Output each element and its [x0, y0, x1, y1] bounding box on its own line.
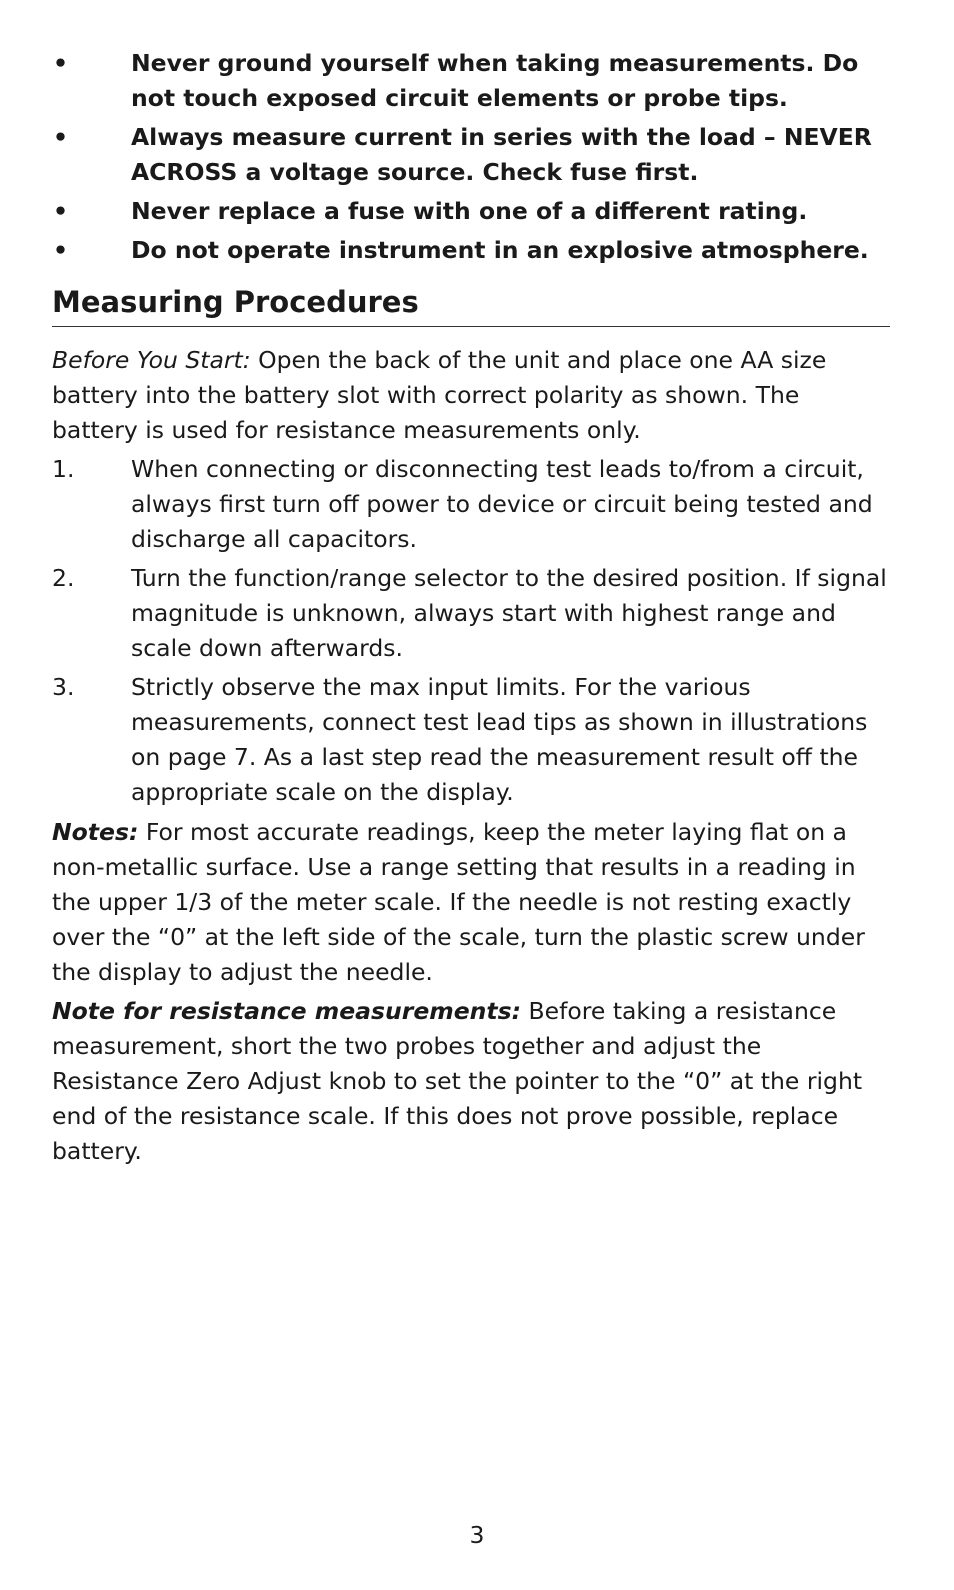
- warning-text: Do not operate instrument in an explosive atmosphere.: [131, 236, 869, 264]
- warning-text: Never replace a fuse with one of a different rating.: [131, 197, 808, 225]
- warning-item: [52, 233, 890, 268]
- warning-item: [52, 194, 890, 229]
- procedure-step: [52, 670, 890, 810]
- procedure-step: [52, 561, 890, 666]
- warning-item: [52, 46, 890, 116]
- safety-warnings-list: [52, 46, 890, 268]
- step-number: 3.: [52, 673, 75, 701]
- warning-text: Always measure current in series with the load – NEVER ACROSS a voltage source. Check fuse first.: [131, 123, 872, 186]
- step-number: 2.: [52, 564, 75, 592]
- step-number: 1.: [52, 455, 75, 483]
- bullet-mark: •: [53, 236, 69, 264]
- before-you-start-label: Before You Start:: [52, 346, 251, 374]
- bullet-mark: •: [53, 197, 69, 225]
- step-text: Strictly observe the max input limits. For the various measurements, connect test lead tips as shown in illustrations on page 7. As a last step read the measurement result off the appropriate scale on the display.: [131, 673, 868, 806]
- procedure-steps-list: [52, 452, 890, 810]
- notes-text: For most accurate readings, keep the meter laying flat on a non-metallic surface. Use a range setting that results in a reading in the upper 1/3 of the meter scale. If the needle is not resting exactly over the “0” at the left side of the scale, turn the plastic screw under the display to adjust the needle.: [52, 818, 865, 986]
- notes-paragraph: [52, 815, 890, 990]
- before-you-start-text: Open the back of the unit and place one AA size battery into the battery slot with correct polarity as shown. The battery is used for resistance measurements only.: [52, 346, 827, 444]
- resistance-note-label: Note for resistance measurements:: [52, 997, 522, 1025]
- bullet-mark: •: [53, 49, 69, 77]
- warning-text: Never ground yourself when taking measurements. Do not touch exposed circuit elements or probe tips.: [131, 49, 859, 112]
- before-you-start-paragraph: [52, 343, 890, 448]
- notes-label: Notes:: [52, 818, 139, 846]
- step-text: Turn the function/range selector to the desired position. If signal magnitude is unknown, always start with highest range and scale down afterwards.: [131, 564, 887, 662]
- warning-item: [52, 120, 890, 190]
- page-number: 3: [469, 1521, 485, 1549]
- section-heading: Measuring Procedures: [52, 282, 890, 327]
- resistance-note-paragraph: [52, 994, 890, 1169]
- bullet-mark: •: [53, 123, 69, 151]
- step-text: When connecting or disconnecting test leads to/from a circuit, always first turn off power to device or circuit being tested and discharge all capacitors.: [131, 455, 873, 553]
- resistance-note-text: Before taking a resistance measurement, short the two probes together and adjust the Resistance Zero Adjust knob to set the pointer to the “0” at the right end of the resistance scale. If this does not prove possible, replace battery.: [52, 997, 863, 1165]
- manual-page: [52, 46, 890, 1169]
- procedure-step: [52, 452, 890, 557]
